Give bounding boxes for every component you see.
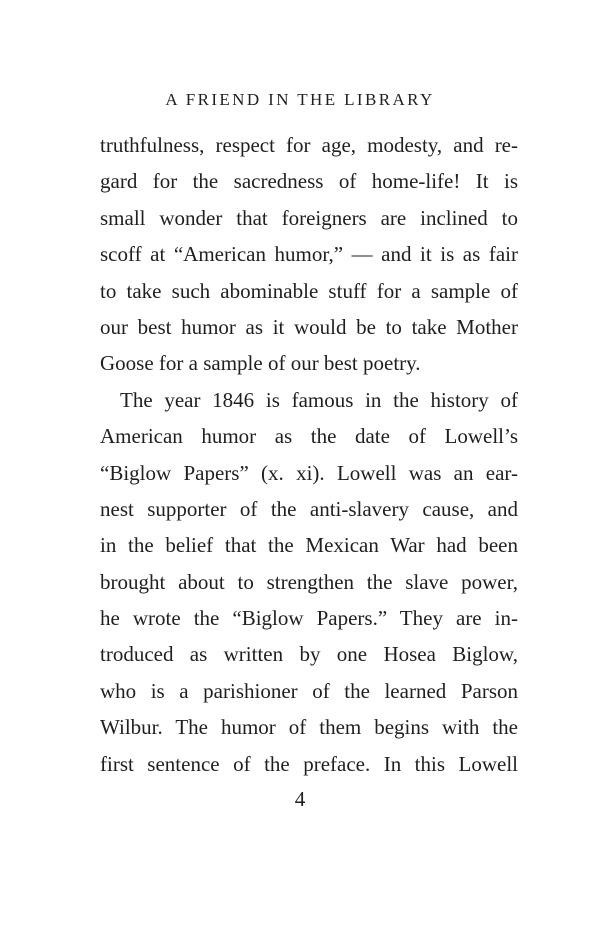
paragraph-2 [100, 382, 518, 782]
text-line: gard for the sacredness of home-life! It is [100, 169, 518, 194]
text-line: troduced as written by one Hosea Biglow, [100, 642, 518, 667]
text-line: who is a parishioner of the learned Parson [100, 678, 518, 703]
text-line: “Biglow Papers” (x. xi). Lowell was an ear- [100, 460, 518, 485]
running-head: A FRIEND IN THE LIBRARY [165, 90, 435, 109]
text-line: brought about to strengthen the slave power, [100, 569, 518, 594]
text-line: American humor as the date of Lowell’s [100, 424, 518, 449]
text-line: Goose for a sample of our best poetry. [100, 351, 421, 376]
text-line: The year 1846 is famous in the history of [120, 387, 518, 412]
paragraph-1 [100, 127, 518, 382]
text-line: our best humor as it would be to take Mother [100, 314, 518, 339]
text-line: in the belief that the Mexican War had been [100, 533, 518, 558]
text-line: truthfulness, respect for age, modesty, and re- [100, 133, 518, 157]
text-line: Wilbur. The humor of them begins with the [100, 715, 518, 740]
text-line: nest supporter of the anti-slavery cause, and [100, 496, 518, 521]
page-number: 4 [294, 787, 306, 811]
body-text [100, 127, 518, 782]
text-line: he wrote the “Biglow Papers.” They are in- [100, 606, 518, 631]
text-line: to take such abominable stuff for a sample of [100, 278, 518, 303]
text-line: scoff at “American humor,” — and it is as fair [100, 242, 518, 267]
text-line: small wonder that foreigners are inclined to [100, 205, 518, 230]
text-line: first sentence of the preface. In this Lowell [100, 751, 518, 776]
